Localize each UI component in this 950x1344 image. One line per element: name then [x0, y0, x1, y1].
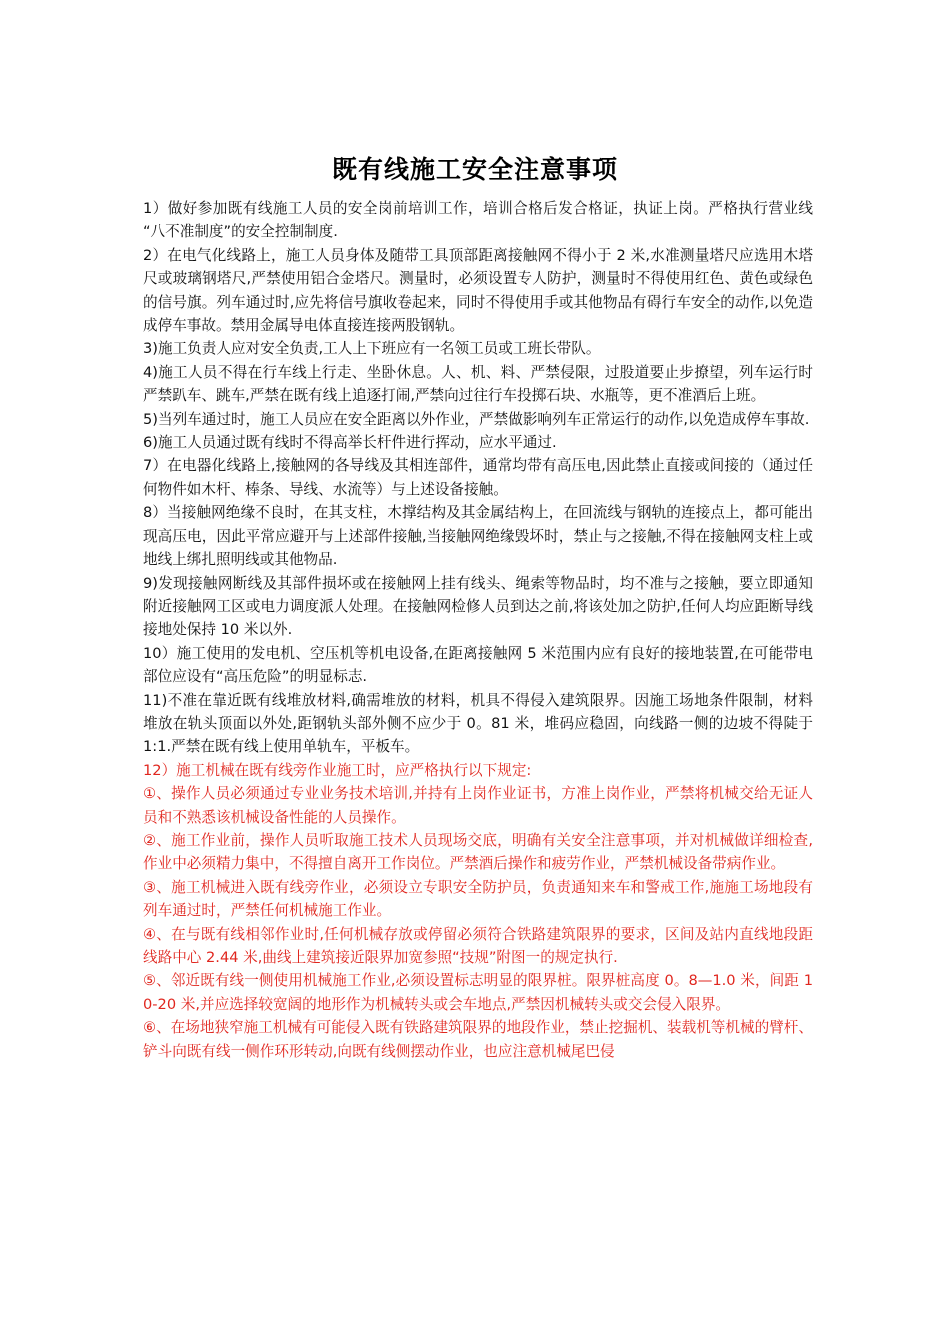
paragraph-1: 1）做好参加既有线施工人员的安全岗前培训工作，培训合格后发合格证，执证上岗。严格执行营业线 “八不准制度”的安全控制制度. [143, 200, 813, 241]
paragraph-4: 4)施工人员不得在行车线上行走、坐卧休息。人、机、料、严禁侵限，过股道要止步撩望，列车运行时严禁趴车、跳车,严禁在既有线上追逐打闹,严禁向过往行车投掷石块、水瓶等，更不准酒后上班。 [143, 363, 813, 405]
rule-item-4: ④、在与既有线相邻作业时,任何机械存放或停留必须符合铁路建筑限界的要求，区间及站内直线地段距线路中心 2.44 米,曲线上建筑接近限界加宽参照“技规”附图一的规定执行. [143, 925, 813, 966]
paragraph-7: 7）在电器化线路上,接触网的各导线及其相连部件，通常均带有高压电,因此禁止直接或间接的（通过任何物件如木杆、棒条、导线、水流等）与上述设备接触。 [143, 457, 813, 498]
rule-item-3: ③、施工机械进入既有线旁作业，必须设立专职安全防护员，负责通知来车和警戒工作,施施工场地段有列车通过时，严禁任何机械施工作业。 [143, 878, 813, 920]
paragraph-8: 8）当接触网绝缘不良时，在其支柱，木撑结构及其金属结构上，在回流线与钢轨的连接点上，都可能出现高压电，因此平常应避开与上述部件接触,当接触网绝缘毁坏时，禁止与之接触,不得在接触网支柱上或地线上绑扎照明线或其他物品. [143, 504, 813, 569]
paragraph-5: 5)当列车通过时，施工人员应在安全距离以外作业，严禁做影响列车正常运行的动作,以免造成停车事故. [143, 410, 810, 428]
rule-item-2: ②、施工作业前，操作人员听取施工技术人员现场交底，明确有关安全注意事项，并对机械做详细检查,作业中必须精力集中，不得擅自离开工作岗位。严禁酒后操作和疲劳作业，严禁机械设备带病作业。 [143, 831, 813, 873]
paragraph-10: 10）施工使用的发电机、空压机等机电设备,在距离接触网 5 米范围内应有良好的接地装置,在可能带电部位应设有“高压危险”的明显标志. [143, 644, 813, 686]
document-title: 既有线施工安全注意事项 [331, 155, 618, 184]
paragraph-2: 2）在电气化线路上，施工人员身体及随带工具顶部距离接触网不得小于 2 米,水准测量塔尺应选用木塔尺或玻璃钢塔尺,严禁使用铝合金塔尺。测量时，必须设置专人防护，测量时不得使用红色、黄色或绿色的信号旗。列车通过时,应先将信号旗收卷起来，同时不得使用手或其他物品有碍行车安全的动作,以免造成停车事故。禁用金属导电体直接连接两股钢轨。 [143, 246, 813, 335]
paragraph-6: 6)施工人员通过既有线时不得高举长杆件进行挥动，应水平通过. [143, 434, 557, 452]
paragraph-9: 9)发现接触网断线及其部件损坏或在接触网上挂有线头、绳索等物品时，均不准与之接触，要立即通知附近接触网工区或电力调度派人处理。在接触网检修人员到达之前,将该处加之防护,任何人均应距断导线接地处保持 10 米以外. [143, 574, 813, 639]
rule-item-5: ⑤、邻近既有线一侧使用机械施工作业,必须设置标志明显的限界桩。限界桩高度 0。8—1.0 米，间距 10-20 米,并应选择较宽阔的地形作为机械转头或会车地点,严禁因机械转头或交会侵入限界。 [143, 972, 813, 1013]
paragraph-12-heading: 12）施工机械在既有线旁作业施工时，应严格执行以下规定: [143, 761, 532, 779]
rule-item-6: ⑥、在场地狭窄施工机械有可能侵入既有铁路建筑限界的地段作业，禁止挖掘机、装载机等机械的臂杆、铲斗向既有线一侧作环形转动,向既有线侧摆动作业，也应注意机械尾巴侵 [143, 1019, 813, 1060]
document-body [143, 197, 813, 1063]
paragraph-3: 3)施工负责人应对安全负责,工人上下班应有一名领工员或工班长带队。 [143, 340, 601, 358]
paragraph-11: 11)不准在靠近既有线堆放材料,确需堆放的材料，机具不得侵入建筑限界。因施工场地条件限制，材料堆放在轨头顶面以外处,距钢轨头部外侧不应少于 0。81 米，堆码应稳固，向线路一侧的边坡不得陡于 1:1.严禁在既有线上使用单轨车，平板车。 [143, 691, 813, 756]
rule-item-1: ①、操作人员必须通过专业业务技术培训,并持有上岗作业证书，方准上岗作业，严禁将机械交给无证人员和不熟悉该机械设备性能的人员操作。 [143, 785, 813, 826]
